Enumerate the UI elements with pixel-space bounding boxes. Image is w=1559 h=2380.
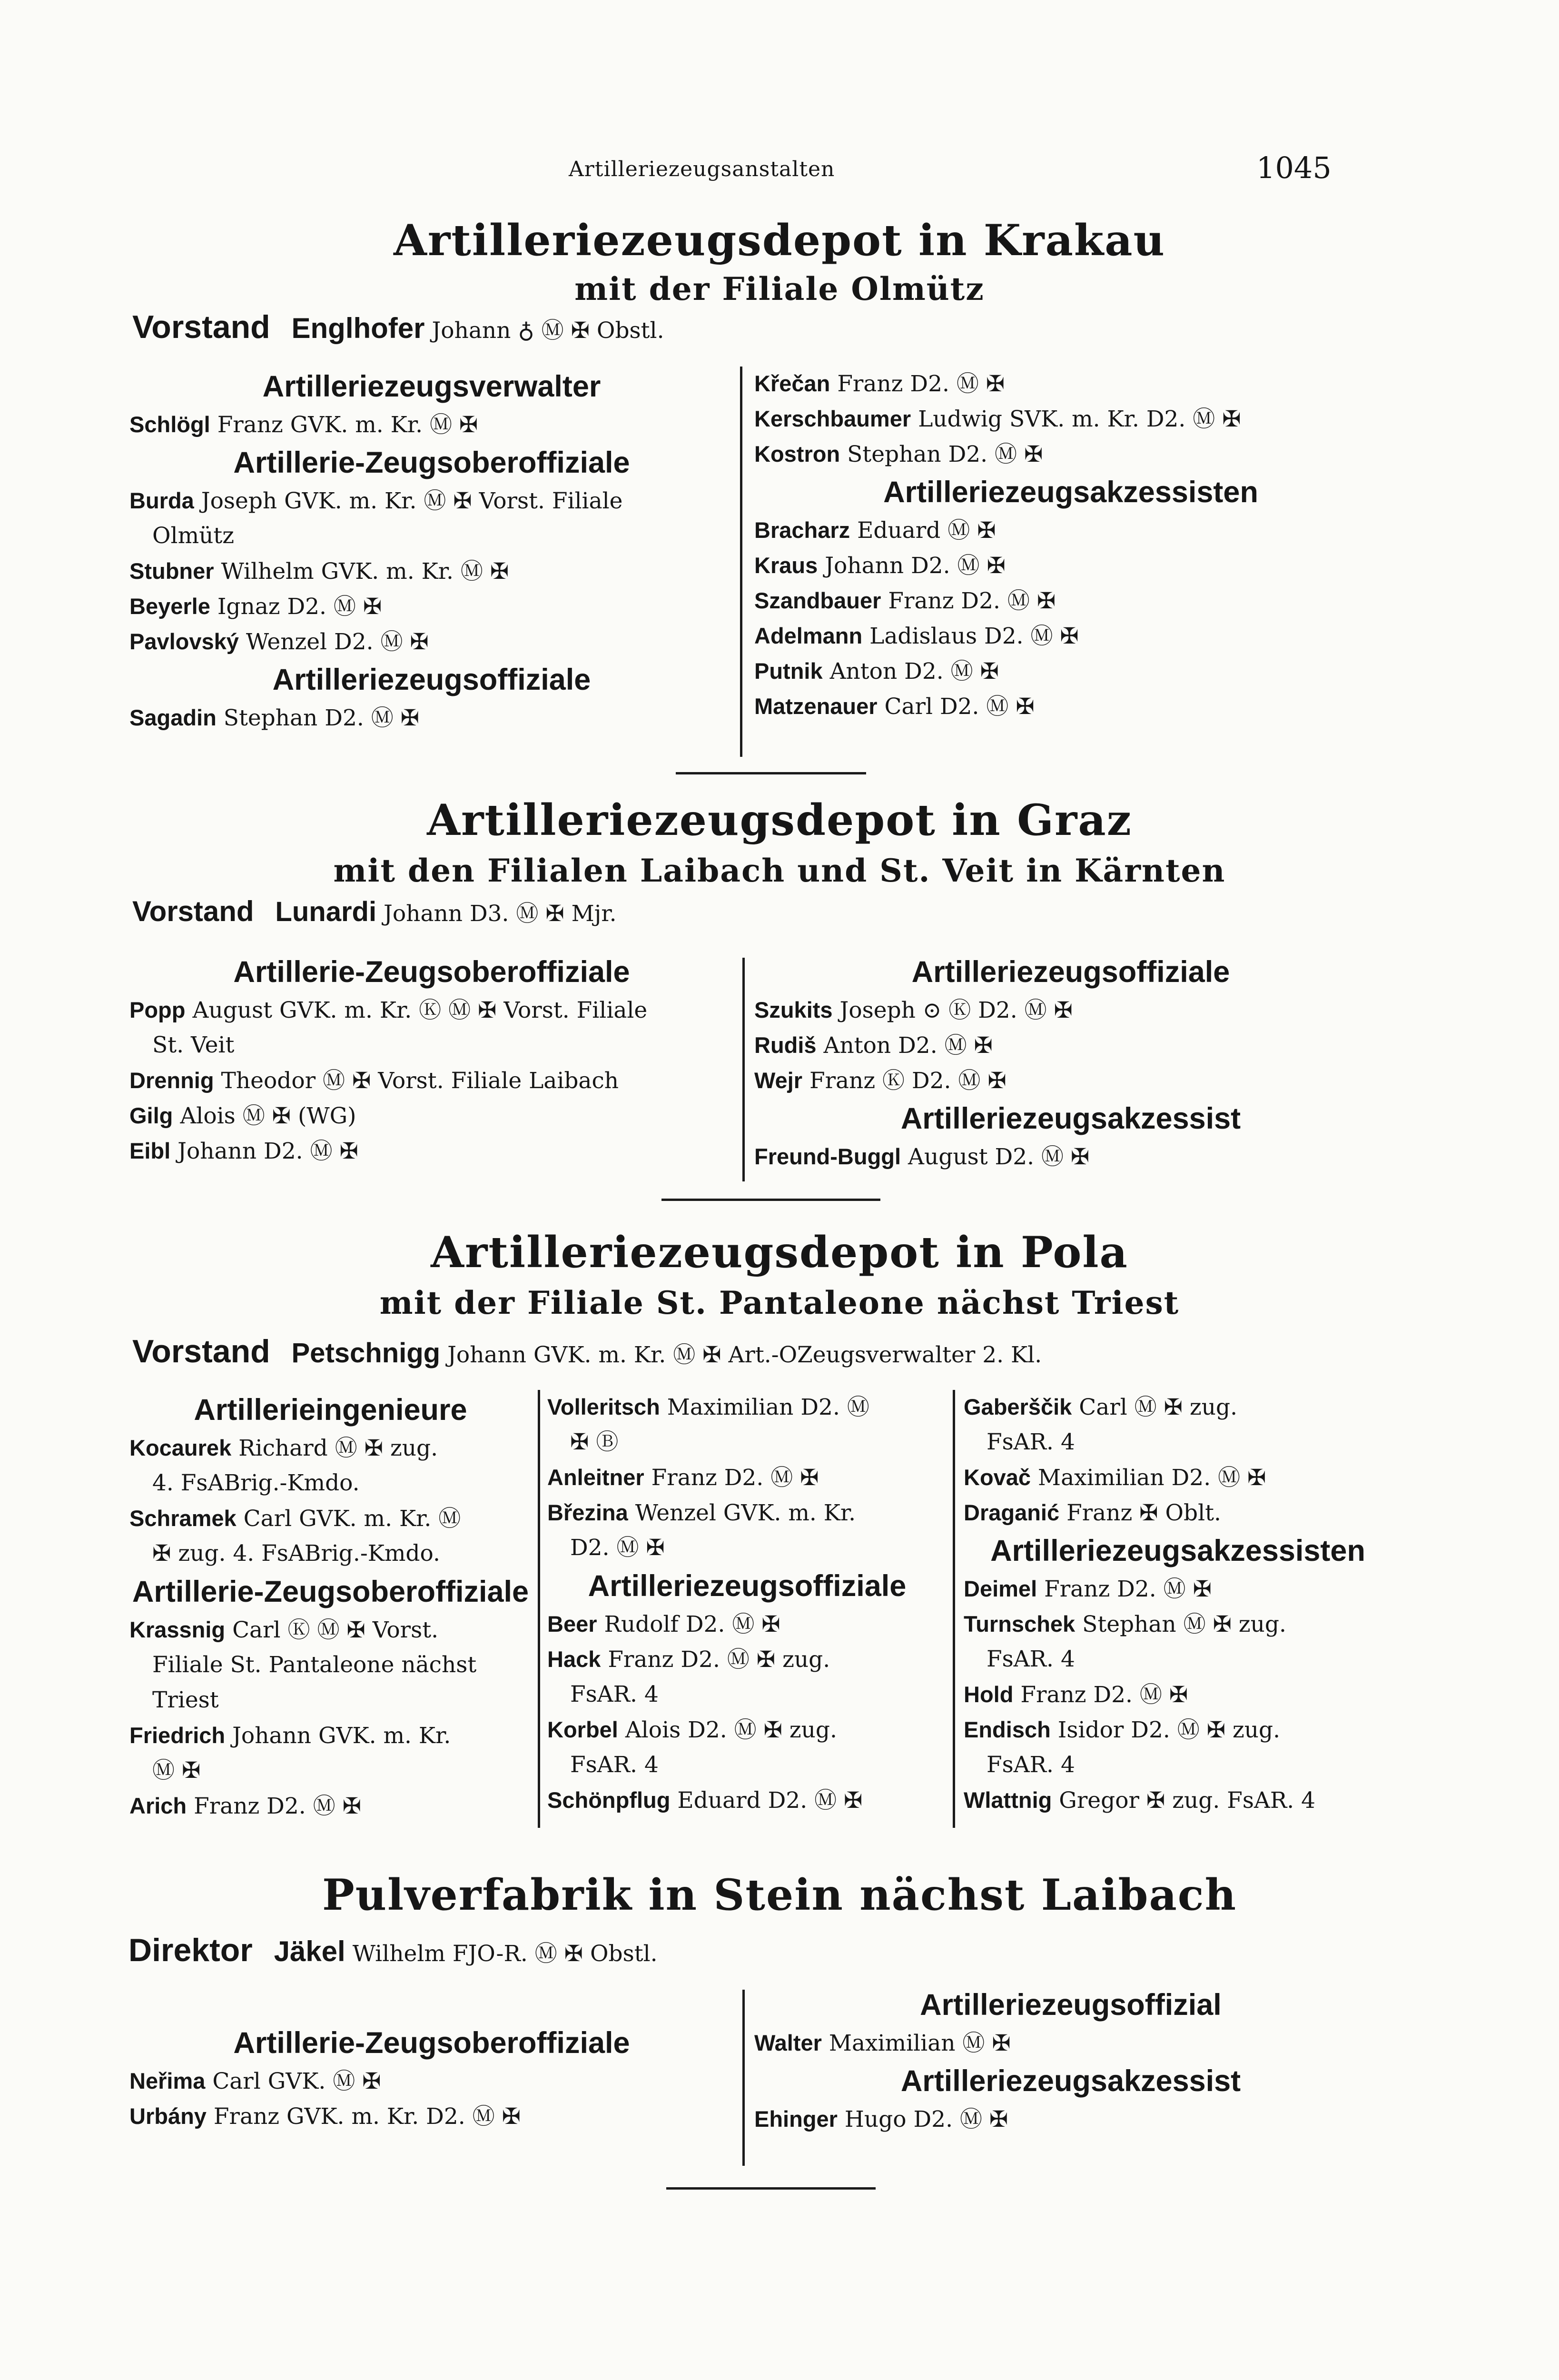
person-surname: Walter	[754, 2030, 822, 2055]
person-details: Theodor Ⓜ ✠ Vorst. Filiale Laibach	[221, 1068, 619, 1094]
personnel-entry	[129, 701, 734, 735]
person-details: Franz D2. Ⓜ ✠	[888, 588, 1056, 614]
person-surname: Anleitner	[547, 1465, 644, 1490]
personnel-entry	[129, 1431, 532, 1466]
person-details: Hugo D2. Ⓜ ✠	[844, 2106, 1008, 2132]
entry-continuation	[987, 1425, 1415, 1459]
entry-continuation	[152, 1683, 554, 1717]
person-details: Maximilian Ⓜ ✠	[829, 2030, 1011, 2056]
person-surname: Kovač	[964, 1465, 1031, 1490]
subsection-heading: Artillerie-Zeugsoberoffiziale	[233, 446, 630, 479]
column-divider	[740, 367, 742, 757]
person-details: Alois D2. Ⓜ ✠ zug.	[625, 1717, 837, 1743]
person-surname: Urbány	[129, 2103, 207, 2129]
person-surname: Beyerle	[129, 594, 210, 619]
subsection-heading: Artilleriezeugsakzessisten	[883, 476, 1258, 509]
person-surname: Schramek	[129, 1506, 237, 1531]
stein-title: Pulverfabrik in Stein nächst Laibach	[322, 1870, 1237, 1920]
personnel-entry	[964, 1713, 1392, 1747]
direktor-label: Direktor	[128, 1932, 253, 1968]
graz-subtitle: mit den Filialen Laibach und St. Veit in Kärnten	[333, 852, 1226, 889]
subsection-heading: Artilleriezeugsoffiziale	[588, 1569, 907, 1603]
person-details: FsAR. 4	[987, 1752, 1075, 1778]
entry-continuation	[987, 1642, 1415, 1676]
personnel-entry	[754, 654, 1387, 689]
person-details: Eduard Ⓜ ✠	[857, 517, 996, 544]
personnel-entry	[129, 1501, 532, 1536]
person-details: Anton D2. Ⓜ ✠	[829, 658, 999, 684]
personnel-entry	[129, 1789, 532, 1824]
person-details: Carl Ⓜ ✠ zug.	[1079, 1394, 1238, 1420]
direktor-name: Jäkel	[274, 1935, 345, 1967]
person-details: Stephan D2. Ⓜ ✠	[223, 705, 420, 731]
person-details: Filiale St. Pantaleone nächst	[152, 1652, 477, 1678]
person-surname: Rudiš	[754, 1032, 817, 1058]
page-number: 1045	[1256, 150, 1332, 185]
entry-continuation	[570, 1748, 970, 1782]
person-surname: Kostron	[754, 441, 840, 466]
subsection-heading: Artilleriezeugsakzessist	[900, 1102, 1241, 1135]
person-details: Maximilian D2. Ⓜ	[667, 1394, 869, 1420]
subsection-heading: Artilleriezeugsoffizial	[920, 1988, 1222, 2022]
running-title: Artilleriezeugsanstalten	[569, 157, 835, 181]
person-details: August D2. Ⓜ ✠	[908, 1144, 1090, 1170]
krakau-title: Artilleriezeugsdepot in Krakau	[394, 215, 1165, 266]
person-surname: Popp	[129, 997, 186, 1022]
personnel-entry	[547, 1713, 947, 1747]
section-rule	[676, 772, 866, 774]
personnel-entry	[964, 1496, 1392, 1530]
person-surname: Bracharz	[754, 517, 850, 543]
subsection-heading: Artilleriezeugsoffiziale	[911, 955, 1230, 989]
subsection-heading: Artillerieingenieure	[194, 1393, 467, 1427]
subsection-heading: Artilleriezeugsverwalter	[262, 370, 601, 403]
person-details: Franz ✠ Oblt.	[1066, 1500, 1221, 1526]
person-details: D2. Ⓜ ✠	[570, 1535, 665, 1561]
vorstand-label: Vorstand	[132, 309, 270, 345]
person-details: Ignaz D2. Ⓜ ✠	[217, 594, 382, 620]
personnel-entry	[964, 1783, 1392, 1818]
person-details: Wilhelm GVK. m. Kr. Ⓜ ✠	[221, 558, 509, 585]
person-surname: Schlögl	[129, 412, 210, 437]
person-surname: Gilg	[129, 1103, 173, 1128]
person-details: Maximilian D2. Ⓜ ✠	[1038, 1465, 1266, 1491]
personnel-entry	[129, 407, 734, 442]
person-surname: Kraus	[754, 553, 818, 578]
person-details: Franz D2. Ⓜ ✠	[1020, 1682, 1188, 1708]
person-details: Eduard D2. Ⓜ ✠	[677, 1787, 863, 1814]
entry-continuation	[570, 1531, 970, 1565]
person-surname: Březina	[547, 1500, 628, 1525]
direktor-details: Wilhelm FJO-R. Ⓜ ✠ Obstl.	[352, 1941, 658, 1967]
person-details: Johann D2. Ⓜ ✠	[825, 553, 1006, 579]
person-details: Ludwig SVK. m. Kr. D2. Ⓜ ✠	[918, 406, 1241, 432]
person-details: Carl D2. Ⓜ ✠	[884, 694, 1035, 720]
personnel-entry	[129, 1134, 734, 1169]
person-surname: Hack	[547, 1646, 601, 1672]
personnel-entry	[129, 1718, 532, 1753]
section-rule	[666, 2187, 876, 2190]
personnel-entry	[754, 2102, 1387, 2137]
person-surname: Eibl	[129, 1138, 171, 1163]
person-details: Joseph ⊙ Ⓚ D2. Ⓜ ✠	[839, 997, 1073, 1023]
person-details: Johann D2. Ⓜ ✠	[178, 1138, 358, 1164]
personnel-entry	[129, 589, 734, 624]
pola-title: Artilleriezeugsdepot in Pola	[431, 1227, 1128, 1278]
krakau-vorstand	[132, 308, 664, 346]
person-details: Franz D2. Ⓜ ✠	[651, 1465, 819, 1491]
personnel-entry	[547, 1642, 947, 1677]
personnel-entry	[964, 1677, 1392, 1712]
person-details: Wenzel GVK. m. Kr.	[635, 1500, 856, 1526]
subsection-heading: Artilleriezeugsakzessist	[900, 2064, 1241, 2098]
entry-continuation	[152, 1648, 554, 1682]
person-details: Joseph GVK. m. Kr. Ⓜ ✠ Vorst. Filiale	[201, 488, 623, 514]
personnel-entry	[547, 1390, 947, 1425]
person-surname: Stubner	[129, 558, 214, 584]
person-details: Franz GVK. m. Kr. D2. Ⓜ ✠	[213, 2103, 521, 2130]
entry-continuation	[152, 1537, 554, 1571]
person-surname: Schönpflug	[547, 1787, 671, 1813]
subsection-heading: Artillerie-Zeugsoberoffiziale	[233, 955, 630, 989]
person-details: FsAR. 4	[987, 1429, 1075, 1455]
person-surname: Endisch	[964, 1717, 1051, 1742]
person-surname: Deimel	[964, 1576, 1037, 1601]
person-details: Franz Ⓚ D2. Ⓜ ✠	[809, 1068, 1006, 1094]
personnel-entry	[754, 367, 1387, 401]
person-surname: Freund-Buggl	[754, 1144, 901, 1169]
personnel-entry	[547, 1496, 947, 1530]
person-surname: Arich	[129, 1793, 187, 1818]
person-details: Franz D2. Ⓜ ✠ zug.	[608, 1646, 830, 1673]
personnel-entry	[547, 1783, 947, 1818]
entry-continuation	[152, 519, 757, 553]
person-surname: Szukits	[754, 997, 833, 1022]
person-details: 4. FsABrig.-Kmdo.	[152, 1470, 360, 1496]
vorstand-name: Lunardi	[275, 896, 377, 927]
person-surname: Kocaurek	[129, 1435, 232, 1460]
personnel-entry	[964, 1460, 1392, 1495]
personnel-entry	[754, 993, 1387, 1028]
personnel-entry	[754, 619, 1387, 654]
personnel-entry	[754, 689, 1387, 724]
personnel-entry	[129, 625, 734, 659]
person-details: Rudolf D2. Ⓜ ✠	[604, 1611, 780, 1637]
person-surname: Draganić	[964, 1500, 1060, 1525]
entry-continuation	[570, 1677, 970, 1712]
personnel-entry	[964, 1572, 1392, 1606]
vorstand-label: Vorstand	[132, 895, 254, 927]
person-surname: Adelmann	[754, 623, 863, 648]
entry-continuation	[152, 1754, 554, 1788]
pola-vorstand	[132, 1333, 1042, 1370]
person-surname: Sagadin	[129, 705, 217, 730]
krakau-subtitle: mit der Filiale Olmütz	[574, 270, 985, 307]
person-details: Richard Ⓜ ✠ zug.	[238, 1435, 438, 1461]
personnel-entry	[129, 2064, 734, 2099]
vorstand-label: Vorstand	[132, 1333, 270, 1369]
personnel-entry	[754, 1063, 1387, 1098]
vorstand-name: Petschnigg	[291, 1338, 441, 1368]
person-surname: Wejr	[754, 1068, 802, 1093]
person-details: Carl GVK. Ⓜ ✠	[212, 2068, 381, 2094]
person-details: Isidor D2. Ⓜ ✠ zug.	[1057, 1717, 1281, 1743]
person-details: Carl Ⓚ Ⓜ ✠ Vorst.	[232, 1617, 439, 1643]
column-divider	[742, 1990, 745, 2166]
personnel-entry	[754, 584, 1387, 618]
person-details: FsAR. 4	[570, 1752, 659, 1778]
personnel-entry	[754, 1140, 1387, 1174]
person-surname: Ehinger	[754, 2106, 838, 2132]
person-surname: Beer	[547, 1611, 597, 1636]
person-details: Stephan Ⓜ ✠ zug.	[1082, 1611, 1286, 1637]
person-surname: Friedrich	[129, 1723, 226, 1748]
person-details: Triest	[152, 1687, 219, 1713]
person-details: August GVK. m. Kr. Ⓚ Ⓜ ✠ Vorst. Filiale	[192, 997, 648, 1023]
person-surname: Pavlovský	[129, 629, 239, 654]
vorstand-details: Johann GVK. m. Kr. Ⓜ ✠ Art.-OZeugsverwalter 2. Kl.	[447, 1342, 1042, 1368]
person-details: Alois Ⓜ ✠ (WG)	[180, 1103, 356, 1129]
entry-continuation	[570, 1425, 970, 1459]
person-details: Anton D2. Ⓜ ✠	[823, 1032, 993, 1059]
personnel-entry	[129, 1613, 532, 1647]
person-details: Franz GVK. m. Kr. Ⓜ ✠	[217, 412, 478, 438]
personnel-entry	[547, 1460, 947, 1495]
pola-subtitle: mit der Filiale St. Pantaleone nächst Triest	[379, 1284, 1180, 1321]
person-details: FsAR. 4	[570, 1681, 659, 1707]
person-surname: Gaberščik	[964, 1394, 1072, 1419]
person-surname: Turnschek	[964, 1611, 1076, 1636]
entry-continuation	[152, 1028, 757, 1062]
person-surname: Krassnig	[129, 1617, 226, 1642]
person-details: Carl GVK. m. Kr. Ⓜ	[243, 1506, 461, 1532]
personnel-entry	[129, 1099, 734, 1133]
person-details: Olmütz	[152, 523, 235, 549]
person-surname: Matzenauer	[754, 694, 878, 719]
person-surname: Korbel	[547, 1717, 618, 1742]
personnel-entry	[754, 2026, 1387, 2061]
person-details: Johann GVK. m. Kr.	[232, 1723, 451, 1749]
person-surname: Hold	[964, 1682, 1014, 1707]
subsection-heading: Artillerie-Zeugsoberoffiziale	[132, 1575, 529, 1608]
person-details: ✠ zug. 4. FsABrig.-Kmdo.	[152, 1540, 440, 1567]
personnel-entry	[754, 548, 1387, 583]
person-details: Franz D2. Ⓜ ✠	[837, 371, 1005, 397]
person-surname: Szandbauer	[754, 588, 881, 613]
personnel-entry	[129, 484, 734, 518]
personnel-entry	[129, 993, 734, 1028]
stein-direktor	[128, 1932, 658, 1969]
person-surname: Wlattnig	[964, 1787, 1052, 1813]
personnel-entry	[129, 554, 734, 589]
graz-title: Artilleriezeugsdepot in Graz	[427, 795, 1132, 845]
person-surname: Drennig	[129, 1068, 214, 1093]
entry-continuation	[987, 1748, 1415, 1782]
entry-continuation	[152, 1466, 554, 1500]
person-details: Franz D2. Ⓜ ✠	[1044, 1576, 1212, 1602]
personnel-entry	[964, 1607, 1392, 1642]
person-details: Ⓜ ✠	[152, 1757, 201, 1784]
personnel-entry	[129, 1063, 734, 1098]
person-surname: Křečan	[754, 371, 830, 396]
person-surname: Burda	[129, 488, 194, 513]
vorstand-details: Johann ♁ Ⓜ ✠ Obstl.	[432, 317, 664, 344]
person-surname: Neřima	[129, 2068, 206, 2093]
personnel-entry	[964, 1390, 1392, 1425]
person-details: Stephan D2. Ⓜ ✠	[847, 441, 1043, 467]
person-surname: Volleritsch	[547, 1394, 660, 1419]
section-rule	[661, 1199, 880, 1201]
vorstand-name: Englhofer	[291, 312, 425, 344]
person-details: FsAR. 4	[987, 1646, 1075, 1672]
graz-vorstand	[132, 895, 617, 928]
personnel-entry	[754, 513, 1387, 548]
personnel-entry	[547, 1607, 947, 1642]
person-details: Franz D2. Ⓜ ✠	[194, 1793, 361, 1819]
vorstand-details: Johann D3. Ⓜ ✠ Mjr.	[384, 901, 617, 927]
personnel-entry	[129, 2099, 734, 2134]
person-details: Wenzel D2. Ⓜ ✠	[246, 629, 429, 655]
subsection-heading: Artilleriezeugsakzessisten	[990, 1534, 1365, 1567]
person-details: Ladislaus D2. Ⓜ ✠	[869, 623, 1079, 649]
subsection-heading: Artillerie-Zeugsoberoffiziale	[233, 2026, 630, 2060]
personnel-entry	[754, 1028, 1387, 1063]
person-details: Gregor ✠ zug. FsAR. 4	[1059, 1787, 1316, 1814]
subsection-heading: Artilleriezeugsoffiziale	[272, 663, 591, 696]
person-details: St. Veit	[152, 1032, 235, 1058]
person-surname: Kerschbaumer	[754, 406, 911, 431]
personnel-entry	[754, 437, 1387, 472]
column-divider	[742, 958, 745, 1181]
person-details: ✠ Ⓑ	[570, 1429, 619, 1455]
personnel-entry	[754, 402, 1387, 436]
person-surname: Putnik	[754, 658, 823, 684]
